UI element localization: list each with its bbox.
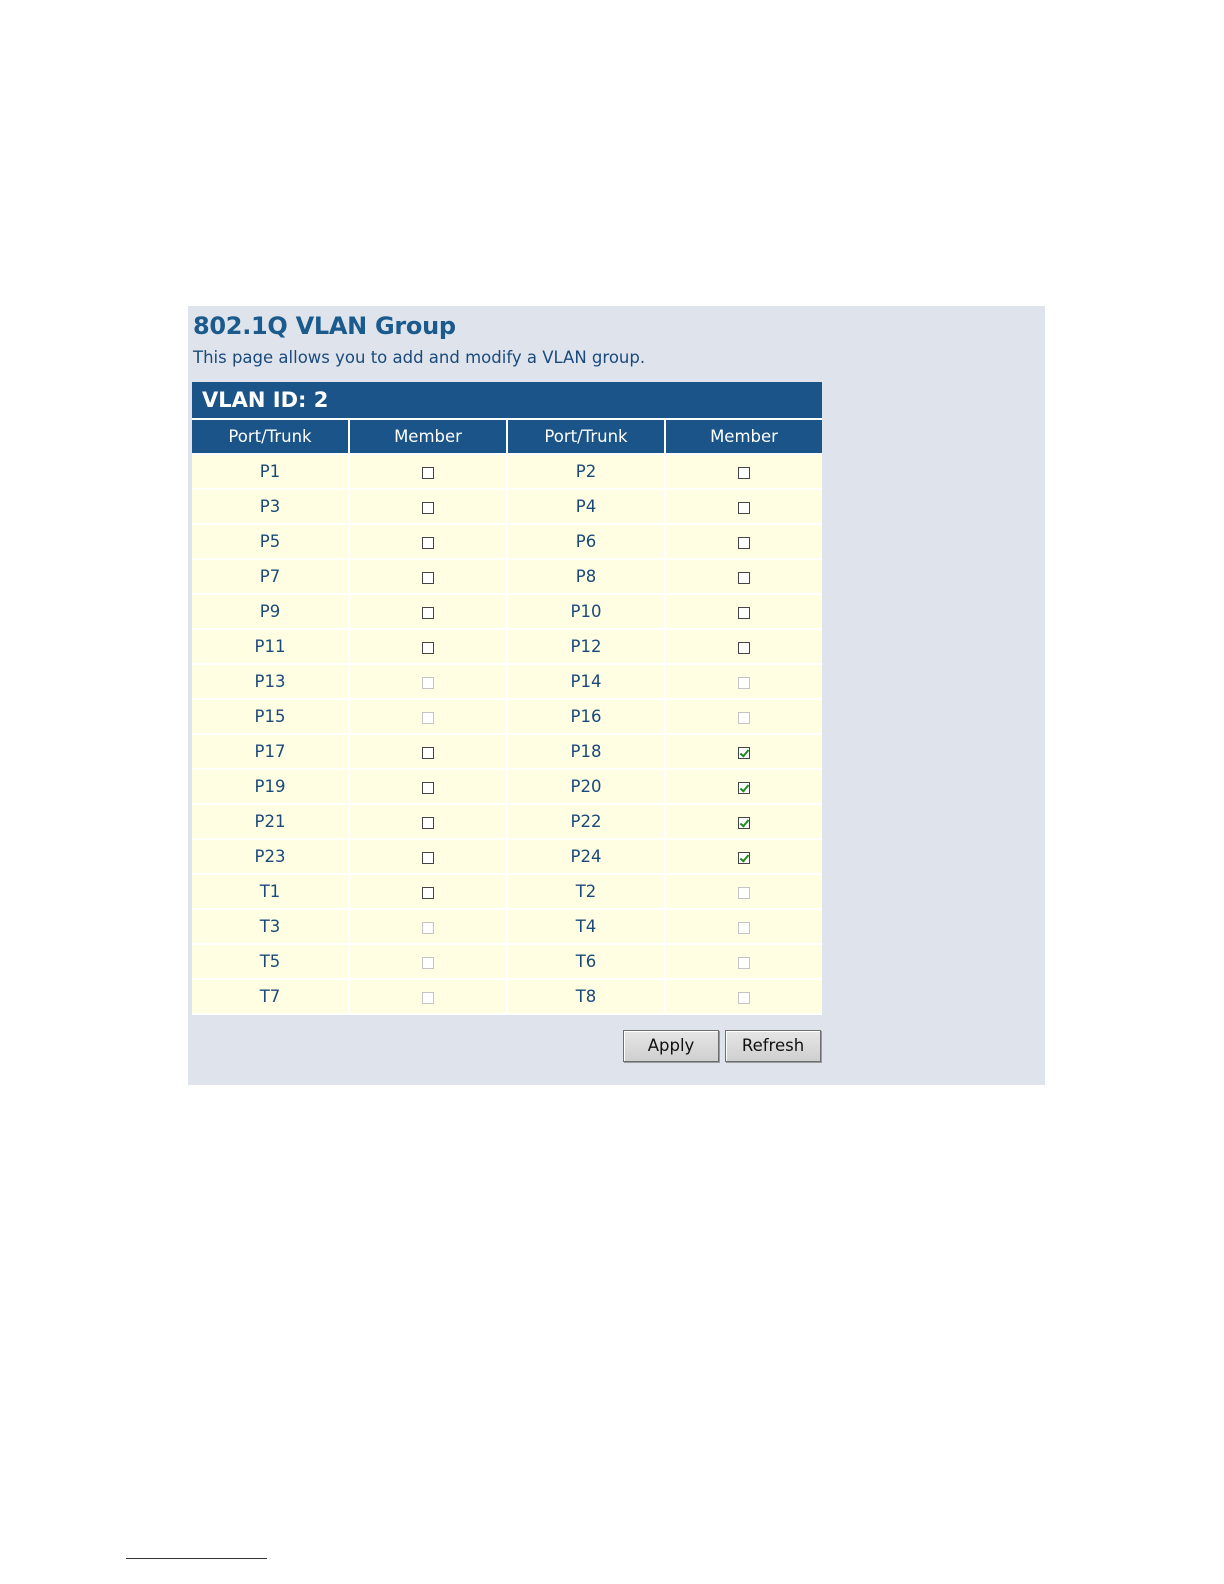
port-label: P15	[192, 700, 350, 735]
table-row	[192, 525, 822, 560]
port-label: P1	[192, 455, 350, 490]
member-cell	[350, 560, 508, 595]
port-label: T8	[508, 980, 666, 1015]
member-cell	[666, 945, 822, 980]
column-header-port-trunk: Port/Trunk	[192, 420, 350, 455]
member-checkbox[interactable]	[422, 502, 434, 514]
member-cell	[350, 700, 508, 735]
refresh-button[interactable]: Refresh	[725, 1030, 821, 1062]
member-cell	[666, 525, 822, 560]
footnote-divider	[126, 1558, 267, 1559]
port-label: T3	[192, 910, 350, 945]
member-checkbox[interactable]	[738, 747, 750, 759]
member-cell	[350, 910, 508, 945]
member-cell	[666, 770, 822, 805]
table-row	[192, 910, 822, 945]
member-checkbox[interactable]	[738, 852, 750, 864]
member-cell	[350, 945, 508, 980]
port-label: P19	[192, 770, 350, 805]
page-title: 802.1Q VLAN Group	[193, 312, 456, 340]
member-cell	[666, 805, 822, 840]
port-label: P24	[508, 840, 666, 875]
member-checkbox[interactable]	[422, 887, 434, 899]
table-row	[192, 490, 822, 525]
member-checkbox	[422, 957, 434, 969]
column-header-member: Member	[350, 420, 508, 455]
member-cell	[350, 735, 508, 770]
table-row	[192, 560, 822, 595]
member-checkbox[interactable]	[422, 537, 434, 549]
port-label: P13	[192, 665, 350, 700]
port-label: P23	[192, 840, 350, 875]
member-checkbox	[738, 677, 750, 689]
port-label: P18	[508, 735, 666, 770]
port-label: P14	[508, 665, 666, 700]
table-row	[192, 805, 822, 840]
member-checkbox	[422, 712, 434, 724]
member-cell	[666, 840, 822, 875]
table-row	[192, 665, 822, 700]
table-row	[192, 630, 822, 665]
member-checkbox[interactable]	[738, 502, 750, 514]
port-label: T6	[508, 945, 666, 980]
table-row	[192, 700, 822, 735]
member-checkbox[interactable]	[422, 782, 434, 794]
port-label: P10	[508, 595, 666, 630]
member-cell	[350, 455, 508, 490]
port-label: P16	[508, 700, 666, 735]
member-cell	[666, 700, 822, 735]
member-checkbox	[738, 922, 750, 934]
member-cell	[666, 560, 822, 595]
apply-button[interactable]: Apply	[623, 1030, 719, 1062]
member-cell	[350, 665, 508, 700]
vlan-id-header: VLAN ID: 2	[192, 382, 822, 420]
member-cell	[350, 980, 508, 1015]
member-checkbox[interactable]	[738, 607, 750, 619]
member-cell	[666, 490, 822, 525]
member-checkbox[interactable]	[422, 607, 434, 619]
port-label: P21	[192, 805, 350, 840]
port-label: P5	[192, 525, 350, 560]
member-cell	[350, 770, 508, 805]
member-checkbox	[738, 712, 750, 724]
table-row	[192, 980, 822, 1015]
port-label: P17	[192, 735, 350, 770]
vlan-group-panel	[188, 306, 1045, 1085]
member-checkbox[interactable]	[738, 467, 750, 479]
port-label: T7	[192, 980, 350, 1015]
member-cell	[666, 875, 822, 910]
table-row	[192, 945, 822, 980]
table-row	[192, 595, 822, 630]
member-checkbox[interactable]	[738, 537, 750, 549]
member-cell	[666, 630, 822, 665]
member-cell	[350, 875, 508, 910]
member-checkbox[interactable]	[422, 642, 434, 654]
port-label: P6	[508, 525, 666, 560]
member-cell	[350, 595, 508, 630]
member-cell	[666, 980, 822, 1015]
port-label: P22	[508, 805, 666, 840]
page-description: This page allows you to add and modify a VLAN group.	[193, 348, 646, 367]
member-checkbox	[422, 992, 434, 1004]
port-label: P12	[508, 630, 666, 665]
member-checkbox[interactable]	[738, 572, 750, 584]
table-row	[192, 840, 822, 875]
member-cell	[666, 595, 822, 630]
member-checkbox[interactable]	[738, 817, 750, 829]
member-checkbox	[738, 957, 750, 969]
member-checkbox[interactable]	[422, 747, 434, 759]
port-label: T5	[192, 945, 350, 980]
member-checkbox	[738, 992, 750, 1004]
member-checkbox[interactable]	[738, 642, 750, 654]
port-label: P3	[192, 490, 350, 525]
member-checkbox[interactable]	[422, 852, 434, 864]
port-label: P11	[192, 630, 350, 665]
member-cell	[666, 455, 822, 490]
port-label: T4	[508, 910, 666, 945]
port-label: P8	[508, 560, 666, 595]
member-cell	[350, 525, 508, 560]
member-cell	[350, 840, 508, 875]
member-cell	[666, 910, 822, 945]
member-checkbox	[738, 887, 750, 899]
member-checkbox[interactable]	[422, 467, 434, 479]
member-cell	[350, 490, 508, 525]
column-header-member: Member	[666, 420, 822, 455]
port-label: P9	[192, 595, 350, 630]
port-label: T1	[192, 875, 350, 910]
member-cell	[666, 735, 822, 770]
member-cell	[350, 630, 508, 665]
table-row	[192, 735, 822, 770]
port-label: P7	[192, 560, 350, 595]
member-checkbox[interactable]	[422, 572, 434, 584]
member-cell	[350, 805, 508, 840]
table-row	[192, 770, 822, 805]
member-cell	[666, 665, 822, 700]
port-rows	[192, 455, 822, 1015]
member-checkbox[interactable]	[422, 817, 434, 829]
port-label: T2	[508, 875, 666, 910]
table-row	[192, 875, 822, 910]
member-checkbox	[422, 677, 434, 689]
member-checkbox[interactable]	[738, 782, 750, 794]
vlan-member-table	[192, 382, 822, 1015]
port-label: P20	[508, 770, 666, 805]
table-row	[192, 455, 822, 490]
member-checkbox	[422, 922, 434, 934]
port-label: P4	[508, 490, 666, 525]
column-header-port-trunk: Port/Trunk	[508, 420, 666, 455]
port-label: P2	[508, 455, 666, 490]
